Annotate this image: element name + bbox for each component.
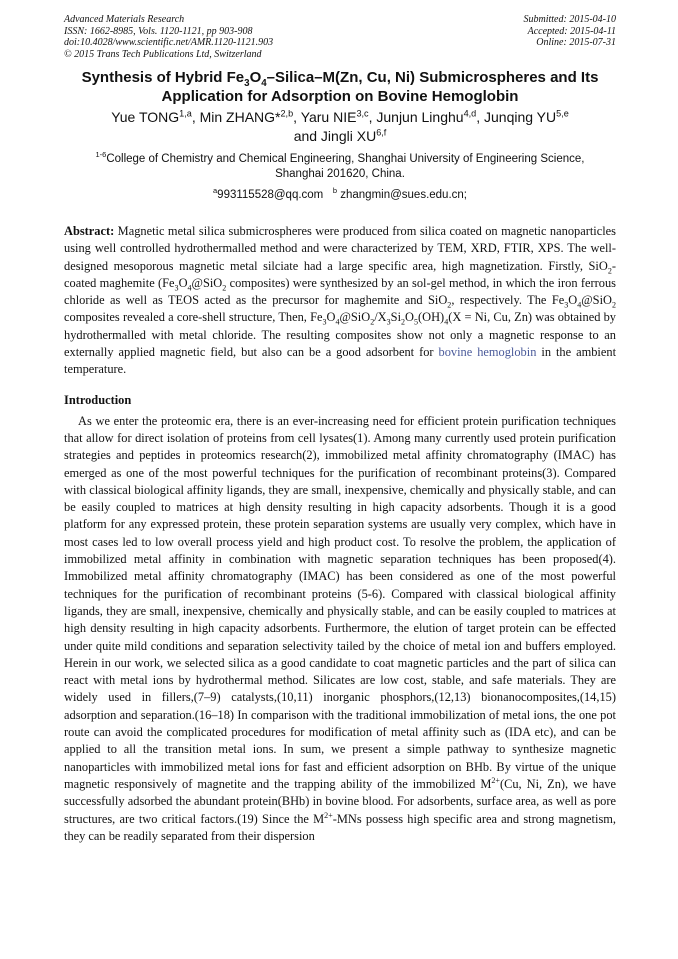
author: and Jingli XU$^{6,f}$ — [293, 127, 387, 144]
paper-title: Synthesis of Hybrid $Fe_3O_4-Silica-M(Zn$, Cu, Ni) Submicrospheres and Its Application for Adsorption on Bovine Hemoglobin — [81, 69, 599, 105]
paper-page — [64, 14, 616, 845]
date-accepted: Accepted: 2015-04-11 — [527, 25, 616, 37]
journal-issn: ISSN: 1662-8985, Vols. 1120-1121, pp 903-908 — [64, 25, 253, 37]
journal-dates — [524, 14, 617, 60]
author: Yaru NIE$^{3,c}$, — [300, 108, 377, 125]
date-online: Online: 2015-07-31 — [536, 37, 616, 48]
author: Min ZHANG*$^{2,b}$, — [199, 108, 301, 125]
journal-header — [64, 14, 616, 60]
journal-doi: doi:10.4028/www.scientific.net/AMR.1120-1121.903 — [64, 37, 274, 48]
author-list — [64, 108, 616, 146]
abstract-label: Abstract: — [64, 224, 115, 238]
author: Junqing YU$^{5,e}$ — [484, 108, 569, 125]
author: Yue TONG$^{1,a}$, — [111, 108, 200, 125]
date-submitted: Submitted: 2015-04-10 — [523, 14, 616, 25]
introduction-paragraph: As we enter the proteomic era, there is an ever-increasing need for efficient protein purification techniques that allow for direct isolation of proteins from cell lysates(1). Among many currently used protein purification strategies and peptides in proteomics research(2), immobilized metal affinity chromatography (IMAC) has emerged as one of the most powerful techniques for the purification of recombinant proteins(3). Compared with classical biological affinity ligands, they are small, inexpensive, chemically and physically stable, and can be easily coupled to matrices at high density resulting in high capacity adsorbents. Though it is a good platform for any expressed protein, these protein separation systems are usually very complex, which have in most cases led to low overall process yield and high product cost. To resolve the problem, the application of immobilized metal affinity in combination with magnetic separation techniques has been proposed(4). Immobilized metal affinity chromatography (IMAC) has been considered as one of the most powerful techniques for the purification of recombinant proteins (5-6). Compared with classical biological affinity ligands, they are small, inexpensive, chemically and physically stable, and can be easily coupled to matrices at high density resulting in high capacity adsorbents. Furthermore, the elution of target protein can be effected under quite mild conditions and separation selectivity tailed by the choice of metal ion and buffers employed. Herein in our work, we selected silica as a good candidate to coat magnetic particles and the part of silica can react with metal ions by hydrothermal method. Silicates are low cost, stable, and safe materials. They are widely used in fillers,(7–9) catalysts,(10,11) inorganic phosphors,(12,13) bionanocomposites,(14,15) adsorption and separation.(16–18) In comparison with the traditional immobilization of metal ions, the one pot route can avoid the complicated procedures for modification of metal affinity such as (IDA etc), and can be applied to all the transition metal ions. In sum, we present a simple pathway to synthesize magnetic nanoparticles with immobilized metal ions for fast and efficient adsorption on BHb. By virtue of the unique magnetic responsively of magnetite and the trapping ability of the immobilized $M^{2+}(Cu$, Ni, Zn), we have successfully adsorbed the abundant protein(BHb) in bovine blood. For adsorbents, surface area, as well as pore structures, are two critical factors.(19) Since the $M^{2+}$-MNs possess high specific area and strong magnetism, they can be readily separated from their dispersion — [64, 413, 616, 843]
section-heading-introduction: Introduction — [64, 392, 132, 407]
affiliation: $^{1-6}$College of Chemistry and Chemical Engineering, Shanghai University of Engineering Science, Shanghai 201620, China. — [95, 150, 585, 180]
author: Junjun Linghu$^{4,d}$, — [376, 108, 484, 125]
journal-info — [64, 14, 273, 60]
email-b: zhangmin@sues.edu.cn; — [340, 189, 467, 201]
bovine-hemoglobin-link[interactable]: bovine hemoglobin — [438, 345, 537, 360]
abstract: Abstract: Magnetic metal silica submicrospheres were produced from silica coated on magnetic nanoparticles using well controlled hydrothermalled method and were characterized by TEM, XRD, FTIR, XPS. The well-designed mesoporous magnetic metal silciate had a large specific area, high magnetization. Firstly, SiO$_2$-coated maghemite ($Fe_3O_4@SiO_2$ composites) were synthesized by an sol-gel method, in which the iron ferrous chloride as well as TEOS acted as the precursor for maghemite and SiO$_2$, respectively. The $Fe_3O_4@SiO_2$ composites revealed a core-shell structure, Then, $Fe_3O_4@SiO_2/X_3Si_2O_5(OH)_4(X = Ni$, Cu, Zn) was obtained by hydrothermalled with metal chloride. The resulting composites show not only a magnetic response to an externally applied magnetic field, but also can be a good adsorbent for bovine hemoglobin in the ambient temperature. — [64, 224, 617, 377]
email-a: 993115528@qq.com — [217, 189, 324, 201]
author-emails: $^a$993115528@qq.com $^b$ zhangmin@sues.edu.cn; — [213, 186, 467, 201]
journal-name: Advanced Materials Research — [64, 14, 185, 25]
journal-copyright: © 2015 Trans Tech Publications Ltd, Switzerland — [64, 48, 262, 60]
